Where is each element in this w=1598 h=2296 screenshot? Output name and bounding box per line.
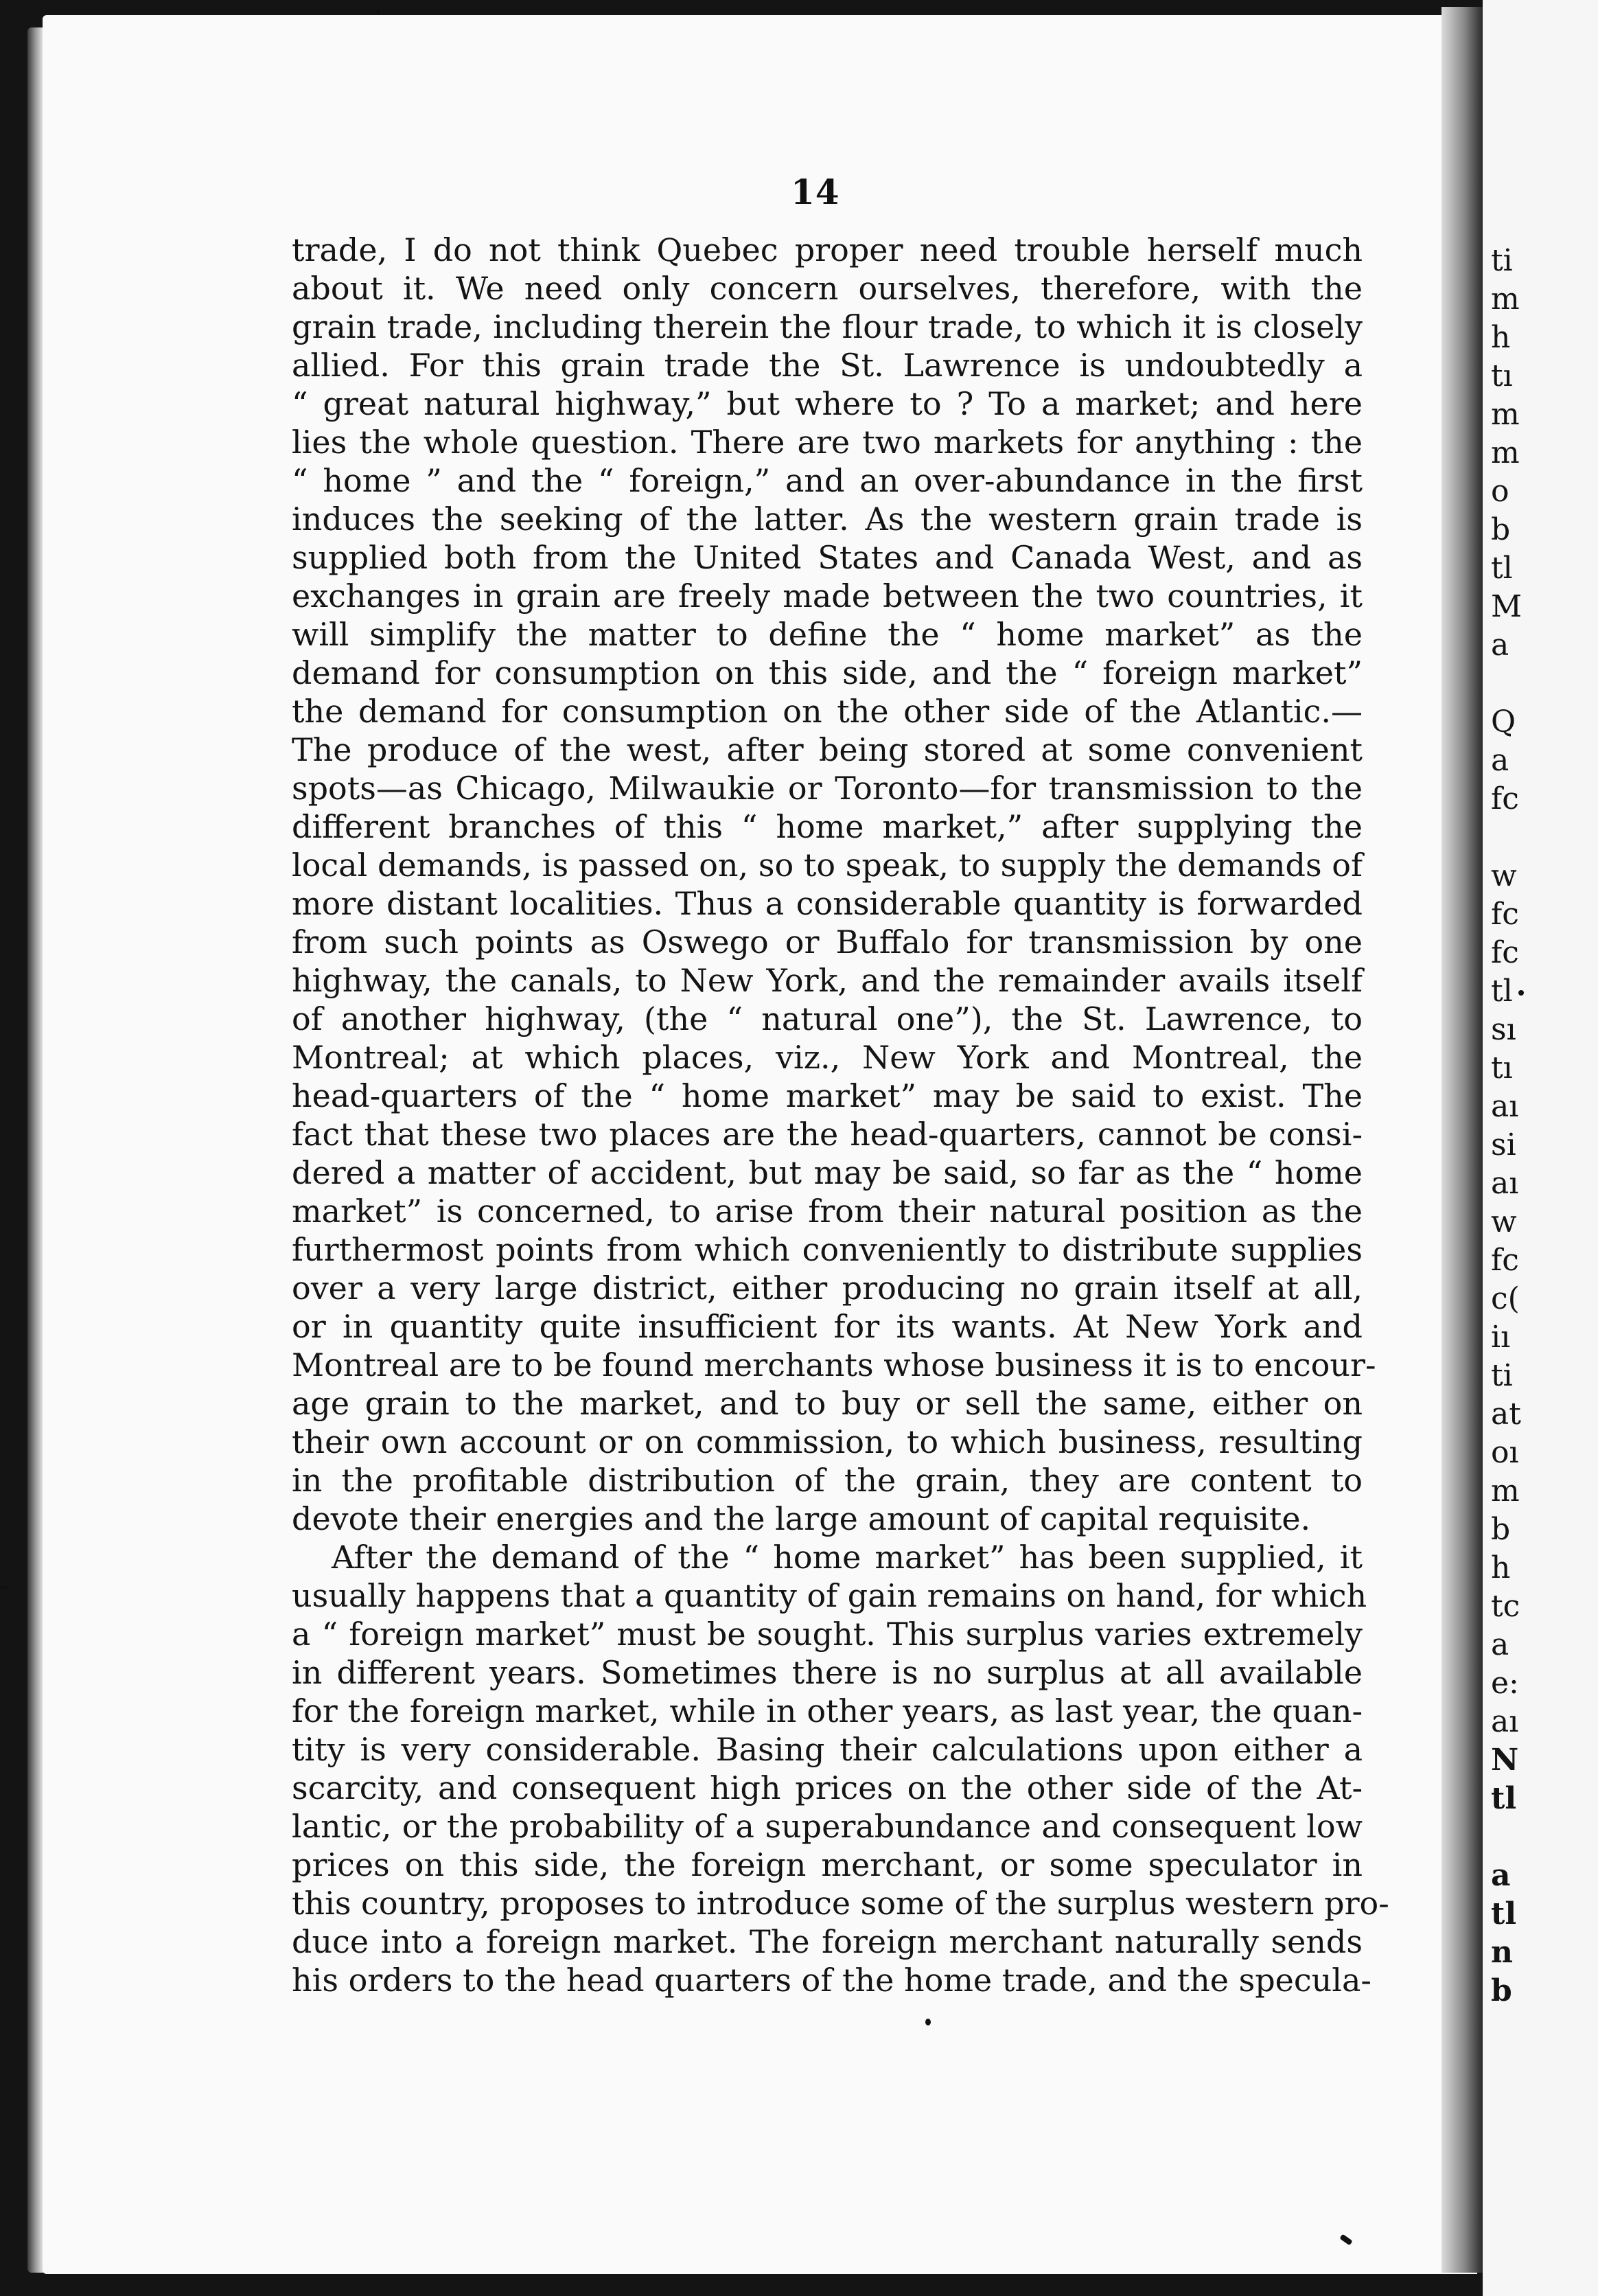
text-line: in the profitable distribution of the grain, they are content to bbox=[292, 1462, 1363, 1499]
text-line: After the demand of the “ home market” has been supplied, it bbox=[332, 1539, 1363, 1576]
facing-line-fragment: tı bbox=[1491, 1051, 1513, 1086]
facing-line-fragment: ti bbox=[1491, 1358, 1513, 1393]
facing-line-fragment: si bbox=[1491, 1127, 1516, 1162]
text-line: exchanges in grain are freely made between the two countries, it bbox=[292, 577, 1363, 615]
text-line: Montreal are to be found merchants whose business it is to encour- bbox=[292, 1346, 1376, 1384]
page-number: 14 bbox=[791, 172, 840, 212]
text-line: “ great natural highway,” but where to ? To a market; and here bbox=[292, 385, 1363, 422]
facing-line-fragment: aı bbox=[1491, 1089, 1519, 1124]
text-line: allied. For this grain trade the St. Lawrence is undoubtedly a bbox=[292, 347, 1363, 384]
facing-line-fragment: ti bbox=[1491, 243, 1513, 278]
text-line: or in quantity quite insufficient for its wants. At New York and bbox=[292, 1308, 1363, 1345]
facing-line-fragment: m bbox=[1491, 282, 1520, 317]
facing-line-fragment: tl bbox=[1491, 551, 1513, 586]
facing-line-fragment: fc bbox=[1491, 897, 1519, 932]
facing-line-fragment: aı bbox=[1491, 1166, 1519, 1201]
facing-line-fragment: h bbox=[1491, 320, 1511, 355]
facing-line-fragment: tc bbox=[1491, 1589, 1520, 1624]
facing-line-fragment: n bbox=[1491, 1935, 1513, 1970]
text-line: induces the seeking of the latter. As the western grain trade is bbox=[292, 501, 1363, 538]
facing-line-fragment: Q bbox=[1491, 704, 1516, 739]
facing-line-fragment: e: bbox=[1491, 1666, 1519, 1701]
facing-line-fragment: fc bbox=[1491, 781, 1519, 816]
facing-line-fragment: tl bbox=[1491, 1781, 1517, 1816]
facing-line-fragment: tl bbox=[1491, 1896, 1517, 1931]
text-line: this country, proposes to introduce some of the surplus western pro- bbox=[292, 1885, 1389, 1922]
facing-line-fragment: b bbox=[1491, 512, 1511, 547]
facing-line-fragment: a bbox=[1491, 1627, 1509, 1662]
facing-line-fragment: a bbox=[1491, 743, 1509, 778]
text-line: demand for consumption on this side, and the “ foreign market” bbox=[292, 654, 1363, 691]
text-line: “ home ” and the “ foreign,” and an over-abundance in the first bbox=[292, 462, 1363, 499]
text-line: from such points as Oswego or Buffalo for transmission by one bbox=[292, 923, 1363, 961]
text-line: lantic, or the probability of a superabundance and consequent low bbox=[292, 1808, 1363, 1845]
text-line: different branches of this “ home market,” after supplying the bbox=[292, 808, 1363, 845]
facing-line-fragment bbox=[1491, 818, 1598, 857]
text-line: for the foreign market, while in other years, as last year, the quan- bbox=[292, 1692, 1363, 1730]
text-line: in different years. Sometimes there is no surplus at all available bbox=[292, 1654, 1363, 1691]
scan-speck bbox=[0, 1586, 8, 1589]
facing-line-fragment: tı bbox=[1491, 358, 1513, 393]
text-line: furthermost points from which conveniently to distribute supplies bbox=[292, 1231, 1363, 1268]
text-line: trade, I do not think Quebec proper need trouble herself much bbox=[292, 231, 1363, 268]
text-line: local demands, is passed on, so to speak, to supply the demands of bbox=[292, 847, 1363, 884]
text-line: grain trade, including therein the flour trade, to which it is closely bbox=[292, 308, 1363, 345]
text-line: prices on this side, the foreign merchant, or some speculator in bbox=[292, 1846, 1363, 1883]
text-line: the demand for consumption on the other side of the Atlantic.— bbox=[292, 693, 1363, 730]
scan-speck bbox=[376, 8, 380, 15]
scan-speck bbox=[1518, 990, 1524, 996]
facing-line-fragment: aı bbox=[1491, 1704, 1519, 1739]
facing-line-fragment: fc bbox=[1491, 935, 1519, 970]
scan-speck bbox=[925, 2019, 931, 2025]
facing-line-fragment: sı bbox=[1491, 1012, 1516, 1047]
text-line: lies the whole question. There are two markets for anything : the bbox=[292, 424, 1363, 461]
text-line: highway, the canals, to New York, and the remainder avails itself bbox=[292, 962, 1363, 999]
text-line: over a very large district, either producing no grain itself at all, bbox=[292, 1270, 1363, 1307]
text-line: his orders to the head quarters of the home trade, and the specula- bbox=[292, 1962, 1371, 1999]
text-line: duce into a foreign market. The foreign merchant naturally sends bbox=[292, 1923, 1363, 1960]
facing-line-fragment: c( bbox=[1491, 1281, 1520, 1316]
facing-line-fragment: tl bbox=[1491, 974, 1513, 1009]
text-line: spots—as Chicago, Milwaukie or Toronto—for transmission to the bbox=[292, 770, 1363, 807]
text-line: supplied both from the United States and Canada West, and as bbox=[292, 539, 1363, 576]
text-line: about it. We need only concern ourselves, therefore, with the bbox=[292, 270, 1363, 307]
text-line: more distant localities. Thus a considerable quantity is forwarded bbox=[292, 885, 1363, 922]
text-line: of another highway, (the “ natural one”), the St. Lawrence, to bbox=[292, 1000, 1363, 1037]
facing-line-fragment bbox=[1491, 1818, 1598, 1857]
facing-line-fragment: a bbox=[1491, 628, 1509, 663]
text-line: tity is very considerable. Basing their calculations upon either a bbox=[292, 1731, 1363, 1768]
facing-line-fragment: w bbox=[1491, 858, 1517, 893]
facing-line-fragment: b bbox=[1491, 1973, 1512, 2008]
text-line: fact that these two places are the head-quarters, cannot be consi- bbox=[292, 1116, 1363, 1153]
facing-line-fragment: m bbox=[1491, 435, 1520, 470]
facing-line-fragment: w bbox=[1491, 1204, 1517, 1239]
text-line: a “ foreign market” must be sought. This surplus varies extremely bbox=[292, 1616, 1363, 1653]
facing-line-fragment: fc bbox=[1491, 1243, 1519, 1278]
text-line: will simplify the matter to define the “ home market” as the bbox=[292, 616, 1363, 653]
facing-line-fragment: a bbox=[1491, 1858, 1511, 1893]
text-line: The produce of the west, after being stored at some convenient bbox=[292, 731, 1363, 768]
text-line: dered a matter of accident, but may be said, so far as the “ home bbox=[292, 1154, 1363, 1191]
facing-line-fragment: M bbox=[1491, 589, 1522, 624]
facing-line-fragment bbox=[1491, 665, 1598, 703]
text-line: scarcity, and consequent high prices on the other side of the At- bbox=[292, 1769, 1363, 1806]
text-line: age grain to the market, and to buy or sell the same, either on bbox=[292, 1385, 1363, 1422]
facing-line-fragment: oı bbox=[1491, 1435, 1519, 1470]
text-line: market” is concerned, to arise from their natural position as the bbox=[292, 1193, 1363, 1230]
facing-page-text bbox=[1491, 242, 1598, 2010]
book-gutter bbox=[1441, 7, 1483, 2273]
facing-line-fragment: b bbox=[1491, 1512, 1511, 1547]
text-line: head-quarters of the “ home market” may be said to exist. The bbox=[292, 1077, 1363, 1114]
facing-line-fragment: at bbox=[1491, 1397, 1521, 1432]
facing-page bbox=[1483, 0, 1598, 2296]
facing-line-fragment: iı bbox=[1491, 1320, 1511, 1355]
text-line: usually happens that a quantity of gain remains on hand, for which bbox=[292, 1577, 1367, 1614]
facing-line-fragment: o bbox=[1491, 474, 1509, 509]
facing-line-fragment: m bbox=[1491, 1473, 1520, 1508]
text-line: their own account or on commission, to which business, resulting bbox=[292, 1423, 1363, 1460]
facing-line-fragment: h bbox=[1491, 1550, 1511, 1585]
text-line: Montreal; at which places, viz., New York and Montreal, the bbox=[292, 1039, 1363, 1076]
facing-line-fragment: N bbox=[1491, 1743, 1519, 1778]
body-text bbox=[292, 231, 1389, 1999]
text-line: devote their energies and the large amount of capital requisite. bbox=[292, 1500, 1311, 1537]
facing-line-fragment: m bbox=[1491, 397, 1520, 432]
